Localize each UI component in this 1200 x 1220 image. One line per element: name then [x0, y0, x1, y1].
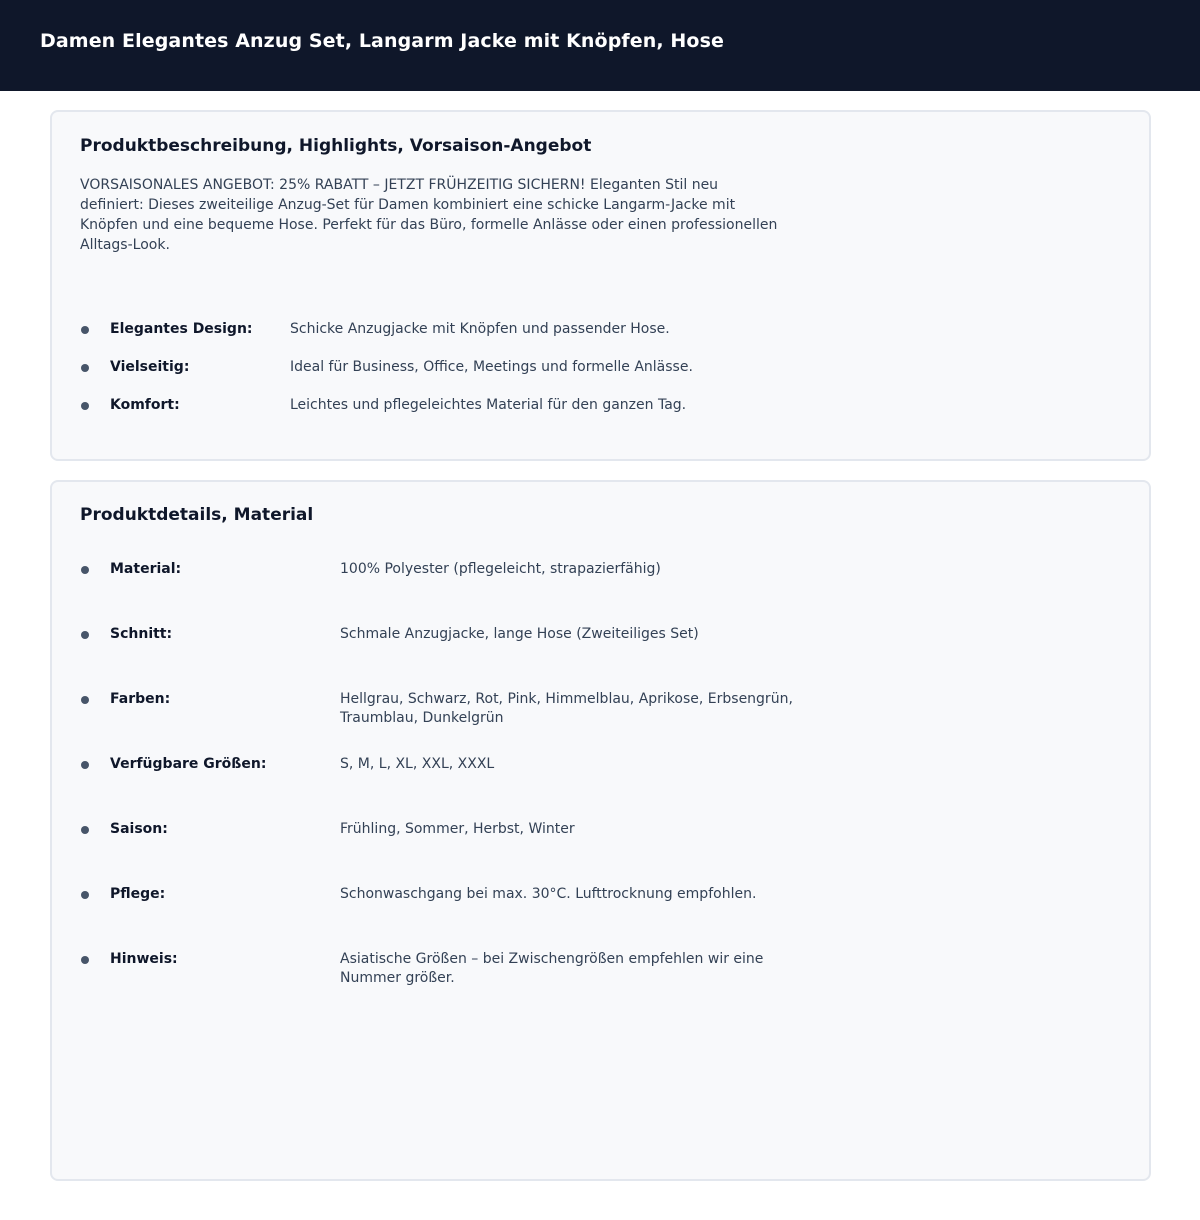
highlight-value: Schicke Anzugjacke mit Knöpfen und passender Hose. — [290, 321, 670, 337]
bullet-icon — [81, 364, 89, 372]
details-card — [50, 480, 1151, 1181]
detail-value: Frühling, Sommer, Herbst, Winter — [340, 821, 575, 837]
details-title: Produktdetails, Material — [80, 505, 314, 525]
detail-value: Asiatische Größen – bei Zwischengrößen empfehlen wir eine Nummer größer. — [340, 951, 764, 986]
bullet-icon — [81, 631, 89, 639]
detail-label: Pflege: — [110, 886, 166, 902]
detail-label: Saison: — [110, 821, 168, 837]
detail-label: Hinweis: — [110, 951, 178, 967]
detail-value: Schonwaschgang bei max. 30°C. Lufttrocknung empfohlen. — [340, 886, 757, 902]
page-title: Damen Elegantes Anzug Set, Langarm Jacke mit Knöpfen, Hose — [40, 30, 724, 52]
description-title: Produktbeschreibung, Highlights, Vorsaison-Angebot — [80, 136, 592, 156]
bullet-icon — [81, 402, 89, 410]
description-intro: VORSAISONALES ANGEBOT: 25% RABATT – JETZT FRÜHZEITIG SICHERN! Eleganten Stil neu definiert: Dieses zweiteilige Anzug-Set für Damen kombiniert eine schicke Langarm-Jacke mit Knöpfen und eine bequeme Hose. Perfekt für das Büro, formelle Anlässe oder einen professionellen Alltags-Look. — [80, 177, 778, 253]
detail-label: Verfügbare Größen: — [110, 756, 267, 772]
bullet-icon — [81, 891, 89, 899]
bullet-icon — [81, 761, 89, 769]
bullet-icon — [81, 696, 89, 704]
description-card — [50, 110, 1151, 461]
bullet-icon — [81, 326, 89, 334]
highlight-value: Ideal für Business, Office, Meetings und formelle Anlässe. — [290, 359, 693, 375]
detail-label: Farben: — [110, 691, 171, 707]
detail-value: 100% Polyester (pflegeleicht, strapazierfähig) — [340, 561, 661, 577]
bullet-icon — [81, 566, 89, 574]
highlight-value: Leichtes und pflegeleichtes Material für den ganzen Tag. — [290, 397, 687, 413]
bullet-icon — [81, 826, 89, 834]
bullet-icon — [81, 956, 89, 964]
detail-label: Schnitt: — [110, 626, 173, 642]
highlight-label: Vielseitig: — [110, 359, 190, 375]
detail-label: Material: — [110, 561, 182, 577]
detail-value: Schmale Anzugjacke, lange Hose (Zweiteiliges Set) — [340, 626, 699, 642]
detail-value: S, M, L, XL, XXL, XXXL — [340, 756, 495, 772]
highlight-label: Elegantes Design: — [110, 321, 253, 337]
highlight-label: Komfort: — [110, 397, 180, 413]
page-header — [0, 0, 1200, 91]
detail-value: Hellgrau, Schwarz, Rot, Pink, Himmelblau, Aprikose, Erbsengrün, Traumblau, Dunkelgrün — [340, 691, 793, 726]
